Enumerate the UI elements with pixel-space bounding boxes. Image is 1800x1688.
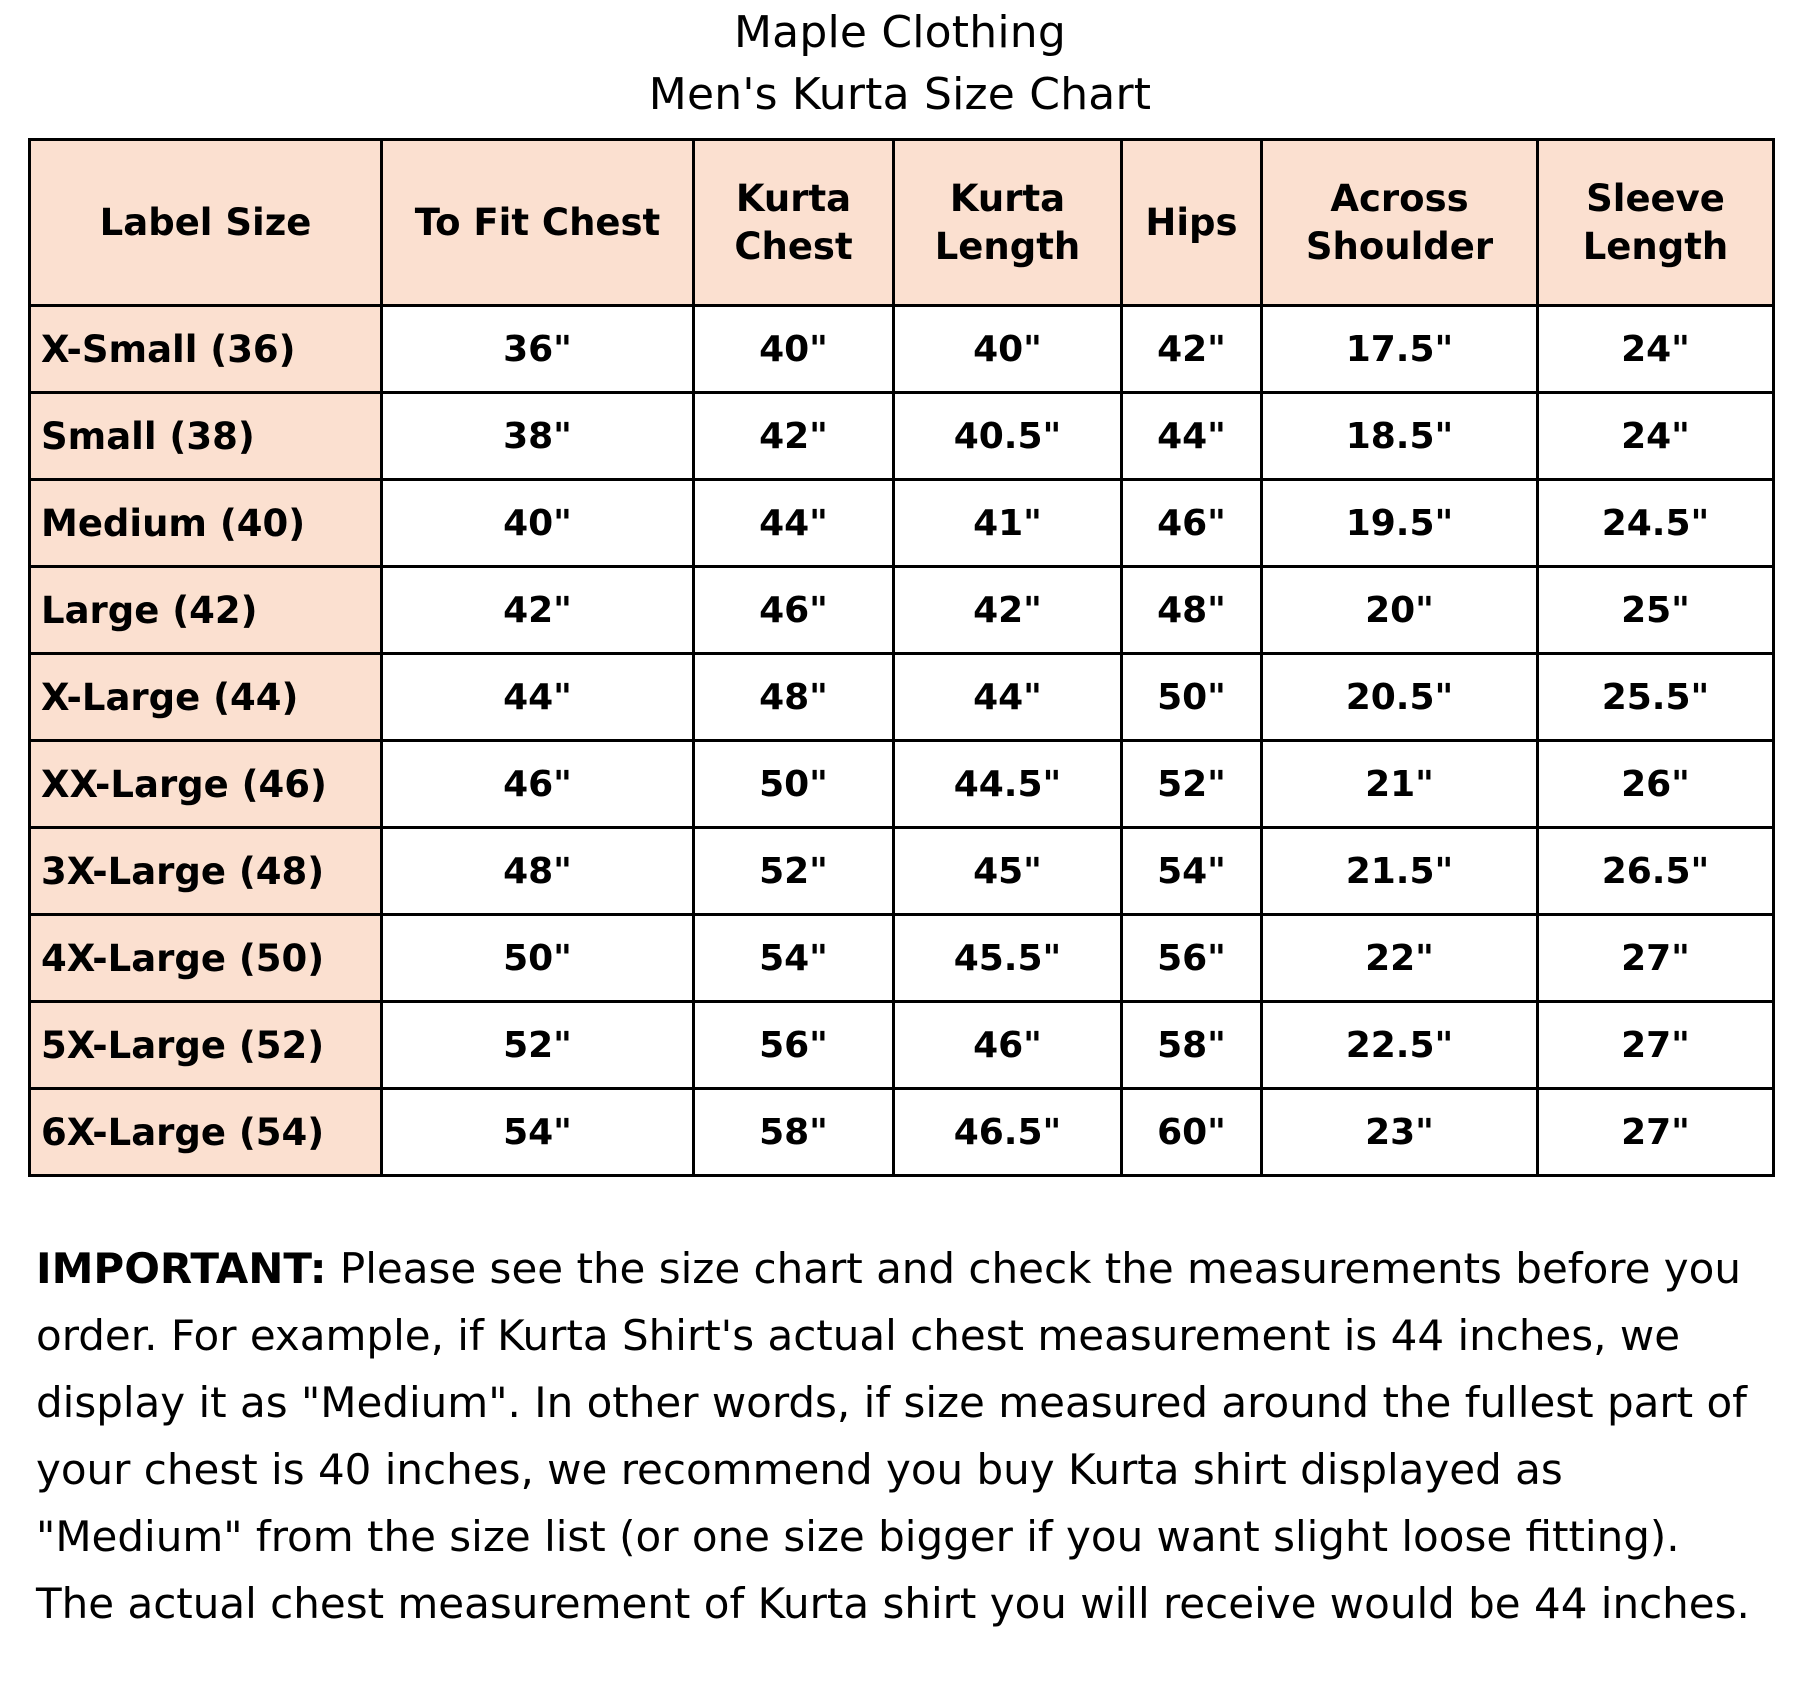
column-header-hips: [1122, 140, 1262, 306]
table-row: [30, 828, 1774, 915]
cell-kurta-length: 44": [894, 654, 1122, 741]
table-row: [30, 306, 1774, 393]
cell-hips: 50": [1122, 654, 1262, 741]
cell-kurta-length: 45": [894, 828, 1122, 915]
cell-hips: 58": [1122, 1002, 1262, 1089]
cell-sleeve-length: 27": [1538, 915, 1774, 1002]
table-row: [30, 1089, 1774, 1176]
cell-kurta-chest: 48": [694, 654, 894, 741]
column-header-line: Label Size: [99, 200, 312, 244]
cell-across-shoulder: 20.5": [1262, 654, 1538, 741]
cell-label-size: 3X-Large (48): [30, 828, 382, 915]
important-note-body: Please see the size chart and check the measurements before you order. For example, if Kurta Shirt's actual chest measurement is 44 inches, we display it as "Medium". In other words, if size measured around the fullest part of your chest is 40 inches, we recommend you buy Kurta shirt displayed as "Medium" from the size list (or one size bigger if you want slight loose fitting). The actual chest measurement of Kurta shirt you will receive would be 44 inches.: [36, 1244, 1750, 1628]
column-header-line: Kurta: [949, 176, 1066, 220]
cell-hips: 56": [1122, 915, 1262, 1002]
cell-kurta-chest: 44": [694, 480, 894, 567]
table-row: [30, 915, 1774, 1002]
cell-label-size: 4X-Large (50): [30, 915, 382, 1002]
table-row: [30, 393, 1774, 480]
table-body: [30, 306, 1774, 1176]
brand-name: Maple Clothing: [734, 7, 1066, 58]
cell-hips: 42": [1122, 306, 1262, 393]
cell-kurta-chest: 56": [694, 1002, 894, 1089]
column-header-line: Length: [1582, 224, 1729, 268]
cell-sleeve-length: 27": [1538, 1002, 1774, 1089]
cell-hips: 52": [1122, 741, 1262, 828]
cell-hips: 60": [1122, 1089, 1262, 1176]
cell-kurta-length: 45.5": [894, 915, 1122, 1002]
column-header-across-shoulder: [1262, 140, 1538, 306]
column-header-kurta-length: [894, 140, 1122, 306]
table-row: [30, 567, 1774, 654]
table-row: [30, 654, 1774, 741]
cell-to-fit-chest: 44": [382, 654, 694, 741]
important-note: [28, 1235, 1772, 1647]
size-chart-table: [28, 138, 1775, 1177]
cell-to-fit-chest: 46": [382, 741, 694, 828]
cell-kurta-length: 40.5": [894, 393, 1122, 480]
column-header-kurta-chest: [694, 140, 894, 306]
cell-label-size: Medium (40): [30, 480, 382, 567]
cell-label-size: X-Large (44): [30, 654, 382, 741]
column-header-to-fit-chest: [382, 140, 694, 306]
cell-to-fit-chest: 36": [382, 306, 694, 393]
cell-to-fit-chest: 48": [382, 828, 694, 915]
cell-kurta-length: 41": [894, 480, 1122, 567]
cell-kurta-length: 40": [894, 306, 1122, 393]
cell-kurta-chest: 42": [694, 393, 894, 480]
cell-kurta-chest: 46": [694, 567, 894, 654]
cell-kurta-chest: 50": [694, 741, 894, 828]
cell-hips: 46": [1122, 480, 1262, 567]
column-header-line: Shoulder: [1305, 224, 1494, 268]
cell-kurta-chest: 54": [694, 915, 894, 1002]
column-header-line: Across: [1330, 176, 1469, 220]
column-header-line: To Fit Chest: [414, 200, 661, 244]
cell-kurta-chest: 52": [694, 828, 894, 915]
cell-sleeve-length: 24": [1538, 393, 1774, 480]
cell-to-fit-chest: 54": [382, 1089, 694, 1176]
column-header-label-size: [30, 140, 382, 306]
table-row: [30, 1002, 1774, 1089]
table-header-row: [30, 140, 1774, 306]
cell-sleeve-length: 24": [1538, 306, 1774, 393]
cell-label-size: Small (38): [30, 393, 382, 480]
cell-kurta-length: 46": [894, 1002, 1122, 1089]
cell-label-size: 5X-Large (52): [30, 1002, 382, 1089]
column-header-sleeve-length: [1538, 140, 1774, 306]
cell-across-shoulder: 21.5": [1262, 828, 1538, 915]
cell-across-shoulder: 23": [1262, 1089, 1538, 1176]
column-header-line: Sleeve: [1586, 176, 1725, 220]
cell-sleeve-length: 25.5": [1538, 654, 1774, 741]
chart-subtitle: Men's Kurta Size Chart: [648, 69, 1152, 120]
cell-kurta-chest: 40": [694, 306, 894, 393]
cell-sleeve-length: 25": [1538, 567, 1774, 654]
cell-label-size: 6X-Large (54): [30, 1089, 382, 1176]
cell-to-fit-chest: 50": [382, 915, 694, 1002]
cell-sleeve-length: 26.5": [1538, 828, 1774, 915]
column-header-line: Kurta: [735, 176, 852, 220]
table-row: [30, 480, 1774, 567]
cell-hips: 48": [1122, 567, 1262, 654]
cell-kurta-length: 44.5": [894, 741, 1122, 828]
cell-to-fit-chest: 40": [382, 480, 694, 567]
cell-sleeve-length: 26": [1538, 741, 1774, 828]
cell-kurta-length: 46.5": [894, 1089, 1122, 1176]
cell-hips: 44": [1122, 393, 1262, 480]
cell-across-shoulder: 19.5": [1262, 480, 1538, 567]
column-header-line: Length: [934, 224, 1081, 268]
cell-hips: 54": [1122, 828, 1262, 915]
cell-label-size: Large (42): [30, 567, 382, 654]
cell-across-shoulder: 17.5": [1262, 306, 1538, 393]
cell-sleeve-length: 24.5": [1538, 480, 1774, 567]
cell-across-shoulder: 22": [1262, 915, 1538, 1002]
cell-to-fit-chest: 42": [382, 567, 694, 654]
cell-sleeve-length: 27": [1538, 1089, 1774, 1176]
cell-across-shoulder: 18.5": [1262, 393, 1538, 480]
cell-label-size: X-Small (36): [30, 306, 382, 393]
cell-to-fit-chest: 38": [382, 393, 694, 480]
column-header-line: Chest: [734, 224, 853, 268]
important-note-lead: IMPORTANT:: [36, 1244, 327, 1293]
cell-across-shoulder: 22.5": [1262, 1002, 1538, 1089]
table-header: [30, 140, 1774, 306]
cell-label-size: XX-Large (46): [30, 741, 382, 828]
table-row: [30, 741, 1774, 828]
cell-across-shoulder: 21": [1262, 741, 1538, 828]
cell-kurta-chest: 58": [694, 1089, 894, 1176]
page-title: [28, 0, 1772, 126]
cell-kurta-length: 42": [894, 567, 1122, 654]
cell-to-fit-chest: 52": [382, 1002, 694, 1089]
cell-across-shoulder: 20": [1262, 567, 1538, 654]
column-header-line: Hips: [1145, 200, 1238, 244]
